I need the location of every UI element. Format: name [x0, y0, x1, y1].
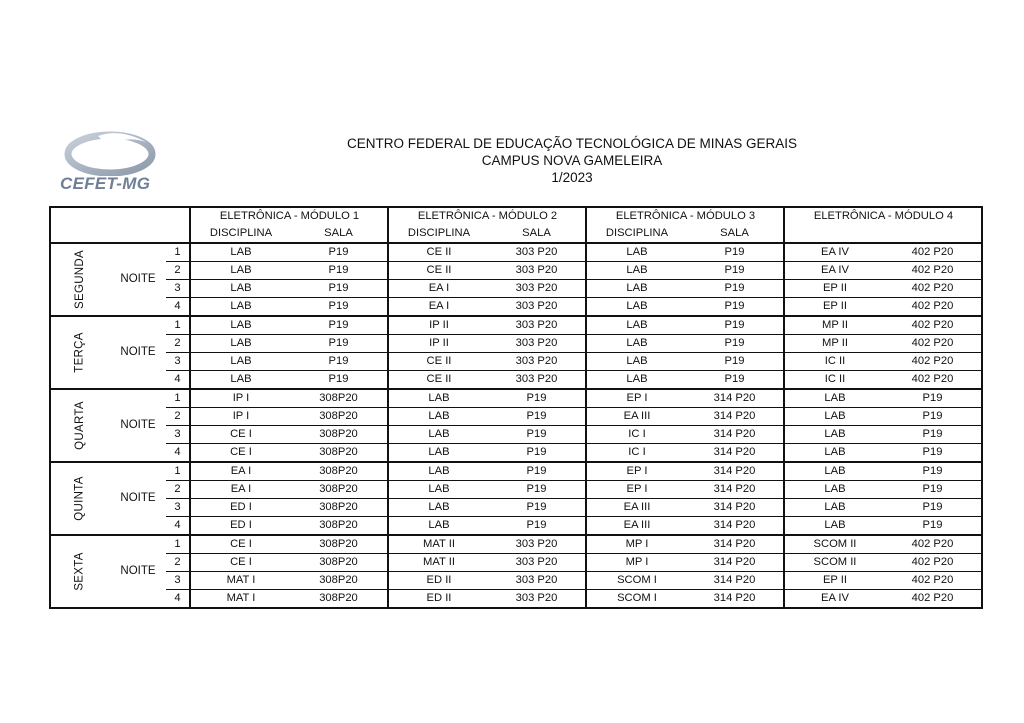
disciplina-header: DISCIPLINA — [209, 227, 273, 239]
disciplina-header: DISCIPLINA — [605, 227, 669, 239]
schedule-row — [50, 243, 982, 262]
sala-cell: 303 P20 — [488, 298, 586, 317]
sala-cell: P19 — [884, 408, 982, 426]
lesson-number: 2 — [166, 481, 190, 499]
sala-header: SALA — [686, 225, 784, 243]
disciplina-cell: LAB — [390, 408, 488, 426]
day-cell — [50, 389, 110, 462]
schedule-row — [50, 353, 982, 371]
turno-label: NOITE — [120, 273, 156, 285]
disciplina-cell: LAB — [230, 300, 252, 312]
sala-cell: 314 P20 — [686, 517, 784, 536]
module-title: ELETRÔNICA - MÓDULO 1 — [192, 207, 388, 225]
schedule-row — [50, 535, 982, 554]
sala-cell: P19 — [884, 517, 982, 536]
disciplina-cell: IC II — [824, 373, 846, 385]
lesson-number: 2 — [166, 408, 190, 426]
schedule-row — [50, 444, 982, 463]
schedule-row — [50, 481, 982, 499]
sala-cell: P19 — [290, 335, 388, 353]
disciplina-cell: LAB — [192, 243, 290, 262]
sala-cell: 308P20 — [290, 499, 388, 517]
disciplina-cell: EA I — [428, 300, 450, 312]
disciplina-cell: IP I — [192, 408, 290, 426]
disciplina-cell: SCOM I — [588, 590, 686, 609]
sala-cell: P19 — [290, 262, 388, 280]
sala-cell: 314 P20 — [686, 554, 784, 572]
disciplina-cell: CE II — [390, 243, 488, 262]
sala-cell: 402 P20 — [884, 554, 982, 572]
sala-cell: P19 — [884, 389, 982, 408]
disciplina-cell: CE II — [390, 262, 488, 280]
disciplina-cell: EA III — [588, 408, 686, 426]
sala-cell: 303 P20 — [488, 535, 586, 554]
sala-cell: 402 P20 — [884, 590, 982, 609]
sala-cell: 314 P20 — [686, 572, 784, 590]
sala-cell: P19 — [686, 335, 784, 353]
sala-cell: 314 P20 — [686, 499, 784, 517]
sala-cell: P19 — [488, 462, 586, 481]
sala-cell: 308P20 — [290, 462, 388, 481]
sala-cell: P19 — [686, 280, 784, 298]
sala-cell: 402 P20 — [884, 535, 982, 554]
turno-cell — [110, 535, 166, 608]
day-name: SEGUNDA — [73, 250, 86, 309]
sala-cell: 314 P20 — [686, 426, 784, 444]
sala-cell: 308P20 — [290, 535, 388, 554]
disciplina-cell: MP I — [588, 554, 686, 572]
disciplina-cell: EP I — [588, 462, 686, 481]
sala-cell: P19 — [488, 517, 586, 536]
schedule-row — [50, 408, 982, 426]
day-name: QUARTA — [73, 401, 86, 450]
disciplina-cell: ED II — [390, 572, 488, 590]
schedule-row — [50, 426, 982, 444]
sala-cell: 303 P20 — [488, 572, 586, 590]
lesson-number: 3 — [166, 572, 190, 590]
sala-cell: P19 — [290, 243, 388, 262]
disciplina-cell: LAB — [786, 408, 884, 426]
sala-cell: P19 — [488, 499, 586, 517]
disciplina-header — [786, 225, 884, 243]
turno-cell — [110, 389, 166, 462]
logo-wordmark: CEFET-MG — [60, 174, 151, 193]
sala-cell: P19 — [686, 298, 784, 317]
schedule-row — [50, 389, 982, 408]
disciplina-cell: EA III — [623, 519, 651, 531]
sala-cell: P19 — [884, 499, 982, 517]
sala-cell: 303 P20 — [488, 262, 586, 280]
lesson-number: 1 — [166, 462, 190, 481]
disciplina-cell: MAT I — [192, 590, 290, 609]
sala-cell: 402 P20 — [884, 243, 982, 262]
disciplina-cell: EA III — [588, 499, 686, 517]
disciplina-cell: CE II — [390, 353, 488, 371]
sala-cell: P19 — [488, 444, 586, 463]
semester: 1/2023 — [551, 170, 593, 185]
sala-cell: 402 P20 — [884, 262, 982, 280]
disciplina-cell: IC I — [588, 426, 686, 444]
sala-cell: P19 — [488, 481, 586, 499]
disciplina-cell: LAB — [626, 373, 648, 385]
corner-cell — [50, 207, 190, 243]
disciplina-cell: IC II — [786, 353, 884, 371]
day-cell — [50, 316, 110, 389]
sala-cell: P19 — [290, 371, 388, 390]
sala-cell: P19 — [686, 243, 784, 262]
lesson-number: 1 — [166, 389, 190, 408]
lesson-number: 1 — [166, 243, 190, 262]
disciplina-cell: LAB — [588, 243, 686, 262]
disciplina-cell: LAB — [786, 462, 884, 481]
disciplina-cell: LAB — [786, 499, 884, 517]
sala-cell: 314 P20 — [686, 590, 784, 609]
schedule-row — [50, 262, 982, 280]
disciplina-cell: LAB — [192, 262, 290, 280]
sala-cell: 303 P20 — [488, 280, 586, 298]
disciplina-cell: IC I — [628, 446, 646, 458]
disciplina-cell: MP II — [786, 335, 884, 353]
sala-cell: 402 P20 — [884, 572, 982, 590]
disciplina-cell: ED II — [390, 590, 488, 609]
schedule-row — [50, 335, 982, 353]
sala-cell: 314 P20 — [686, 462, 784, 481]
sala-cell: 402 P20 — [884, 316, 982, 335]
sala-cell: 402 P20 — [884, 353, 982, 371]
sala-cell: 314 P20 — [686, 444, 784, 463]
disciplina-cell: EA IV — [786, 243, 884, 262]
disciplina-cell: LAB — [192, 335, 290, 353]
sala-cell: 314 P20 — [686, 481, 784, 499]
day-cell — [50, 243, 110, 316]
sala-cell: 308P20 — [290, 426, 388, 444]
schedule-row — [50, 298, 982, 317]
schedule-row — [50, 280, 982, 298]
disciplina-cell: LAB — [390, 389, 488, 408]
sala-cell: P19 — [686, 316, 784, 335]
day-cell — [50, 462, 110, 535]
disciplina-cell: SCOM II — [786, 554, 884, 572]
schedule-row — [50, 462, 982, 481]
disciplina-cell: CE I — [192, 426, 290, 444]
sala-header: SALA — [488, 225, 586, 243]
disciplina-header: DISCIPLINA — [407, 227, 471, 239]
disciplina-cell: EA IV — [786, 590, 884, 609]
sala-cell: 303 P20 — [488, 554, 586, 572]
sala-cell: P19 — [686, 371, 784, 390]
disciplina-cell: EP II — [786, 280, 884, 298]
sala-cell: 308P20 — [290, 444, 388, 463]
sala-cell: 303 P20 — [488, 243, 586, 262]
sala-cell: 303 P20 — [488, 335, 586, 353]
disciplina-cell: LAB — [390, 481, 488, 499]
disciplina-cell: LAB — [824, 446, 846, 458]
sala-cell: 308P20 — [290, 481, 388, 499]
turno-label: NOITE — [120, 419, 156, 431]
sala-cell: 314 P20 — [686, 408, 784, 426]
sala-header — [884, 225, 982, 243]
sala-cell: 303 P20 — [488, 590, 586, 609]
sala-cell: 402 P20 — [884, 298, 982, 317]
lesson-number: 3 — [166, 499, 190, 517]
document-header — [300, 135, 844, 186]
disciplina-cell: EA I — [192, 481, 290, 499]
sala-cell: P19 — [884, 481, 982, 499]
sala-header: SALA — [290, 225, 388, 243]
disciplina-cell: LAB — [786, 426, 884, 444]
disciplina-cell: MAT I — [192, 572, 290, 590]
disciplina-cell: LAB — [588, 262, 686, 280]
sala-cell: 314 P20 — [686, 535, 784, 554]
sala-cell: 402 P20 — [884, 335, 982, 353]
schedule-row — [50, 554, 982, 572]
lesson-number: 4 — [166, 590, 190, 609]
sala-cell: P19 — [884, 444, 982, 463]
disciplina-cell: LAB — [786, 481, 884, 499]
campus-name: CAMPUS NOVA GAMELEIRA — [481, 153, 663, 168]
disciplina-cell: LAB — [786, 389, 884, 408]
day-cell — [50, 535, 110, 608]
disciplina-cell: EA IV — [786, 262, 884, 280]
sala-cell: 303 P20 — [488, 316, 586, 335]
sala-cell: 402 P20 — [884, 280, 982, 298]
disciplina-cell: LAB — [192, 353, 290, 371]
turno-label: NOITE — [120, 492, 156, 504]
lesson-number: 1 — [166, 535, 190, 554]
sala-cell: P19 — [488, 389, 586, 408]
disciplina-cell: MP II — [786, 316, 884, 335]
disciplina-cell: SCOM II — [786, 535, 884, 554]
turno-label: NOITE — [120, 565, 156, 577]
disciplina-cell: LAB — [588, 316, 686, 335]
lesson-number: 3 — [166, 280, 190, 298]
schedule-row — [50, 517, 982, 536]
disciplina-cell: CE II — [426, 373, 452, 385]
sala-cell: P19 — [290, 298, 388, 317]
schedule-row — [50, 371, 982, 390]
disciplina-cell: LAB — [390, 499, 488, 517]
schedule-row — [50, 499, 982, 517]
disciplina-cell: LAB — [626, 300, 648, 312]
column-label-row — [50, 225, 982, 243]
day-name: SEXTA — [73, 552, 86, 591]
sala-cell: 308P20 — [290, 517, 388, 536]
sala-cell: P19 — [686, 262, 784, 280]
disciplina-cell: ED I — [230, 519, 252, 531]
disciplina-cell: CE I — [192, 535, 290, 554]
disciplina-cell: MP I — [588, 535, 686, 554]
lesson-number: 2 — [166, 335, 190, 353]
sala-cell: 308P20 — [290, 389, 388, 408]
module-title: ELETRÔNICA - MÓDULO 2 — [390, 207, 586, 225]
sala-cell: P19 — [488, 408, 586, 426]
sala-cell: 308P20 — [290, 572, 388, 590]
lesson-number: 1 — [166, 316, 190, 335]
sala-cell: P19 — [290, 316, 388, 335]
sala-cell: 303 P20 — [488, 353, 586, 371]
disciplina-cell: LAB — [230, 373, 252, 385]
disciplina-cell: LAB — [588, 335, 686, 353]
disciplina-cell: CE I — [192, 554, 290, 572]
lesson-number: 4 — [166, 298, 190, 317]
disciplina-cell: LAB — [824, 519, 846, 531]
disciplina-cell: MAT II — [390, 554, 488, 572]
sala-cell: 308P20 — [290, 554, 388, 572]
lesson-number: 2 — [166, 262, 190, 280]
lesson-number: 3 — [166, 353, 190, 371]
turno-label: NOITE — [120, 346, 156, 358]
sala-cell: 303 P20 — [488, 371, 586, 390]
disciplina-cell: EP I — [588, 389, 686, 408]
sala-cell: P19 — [290, 280, 388, 298]
disciplina-cell: EA I — [192, 462, 290, 481]
disciplina-cell: IP II — [390, 316, 488, 335]
turno-cell — [110, 316, 166, 389]
disciplina-cell: EP II — [822, 300, 847, 312]
sala-cell: P19 — [290, 353, 388, 371]
institution-name: CENTRO FEDERAL DE EDUCAÇÃO TECNOLÓGICA DE MINAS GERAIS — [346, 136, 798, 151]
sala-cell: 308P20 — [290, 408, 388, 426]
module-title-row — [50, 207, 982, 225]
sala-cell: 402 P20 — [884, 371, 982, 390]
sala-cell: 314 P20 — [686, 389, 784, 408]
disciplina-cell: IP II — [390, 335, 488, 353]
disciplina-cell: LAB — [390, 462, 488, 481]
sala-cell: P19 — [884, 426, 982, 444]
sala-cell: P19 — [686, 353, 784, 371]
day-name: TERÇA — [73, 332, 86, 373]
disciplina-cell: ED I — [192, 499, 290, 517]
disciplina-cell: LAB — [428, 519, 450, 531]
turno-cell — [110, 462, 166, 535]
cefet-mg-logo — [58, 128, 162, 196]
disciplina-cell: MAT II — [390, 535, 488, 554]
disciplina-cell: LAB — [588, 353, 686, 371]
disciplina-cell: LAB — [192, 280, 290, 298]
disciplina-cell: SCOM I — [588, 572, 686, 590]
lesson-number: 3 — [166, 426, 190, 444]
lesson-number: 4 — [166, 371, 190, 390]
module-title: ELETRÔNICA - MÓDULO 3 — [588, 207, 784, 225]
sala-cell: P19 — [884, 462, 982, 481]
schedule-row — [50, 316, 982, 335]
day-name: QUINTA — [73, 476, 86, 521]
lesson-number: 2 — [166, 554, 190, 572]
disciplina-cell: LAB — [390, 426, 488, 444]
disciplina-cell: EP II — [786, 572, 884, 590]
lesson-number: 4 — [166, 444, 190, 463]
schedule-row — [50, 572, 982, 590]
disciplina-cell: LAB — [192, 316, 290, 335]
sala-cell: P19 — [488, 426, 586, 444]
disciplina-cell: LAB — [588, 280, 686, 298]
disciplina-cell: EA I — [390, 280, 488, 298]
schedule-table — [49, 206, 983, 609]
disciplina-cell: CE I — [230, 446, 252, 458]
turno-cell — [110, 243, 166, 316]
disciplina-cell: IP I — [192, 389, 290, 408]
disciplina-cell: EP I — [588, 481, 686, 499]
cefet-logo-emblem — [58, 128, 162, 176]
schedule-row — [50, 590, 982, 609]
module-title: ELETRÔNICA - MÓDULO 4 — [786, 207, 982, 225]
sala-cell: 308P20 — [290, 590, 388, 609]
disciplina-cell: LAB — [428, 446, 450, 458]
lesson-number: 4 — [166, 517, 190, 536]
